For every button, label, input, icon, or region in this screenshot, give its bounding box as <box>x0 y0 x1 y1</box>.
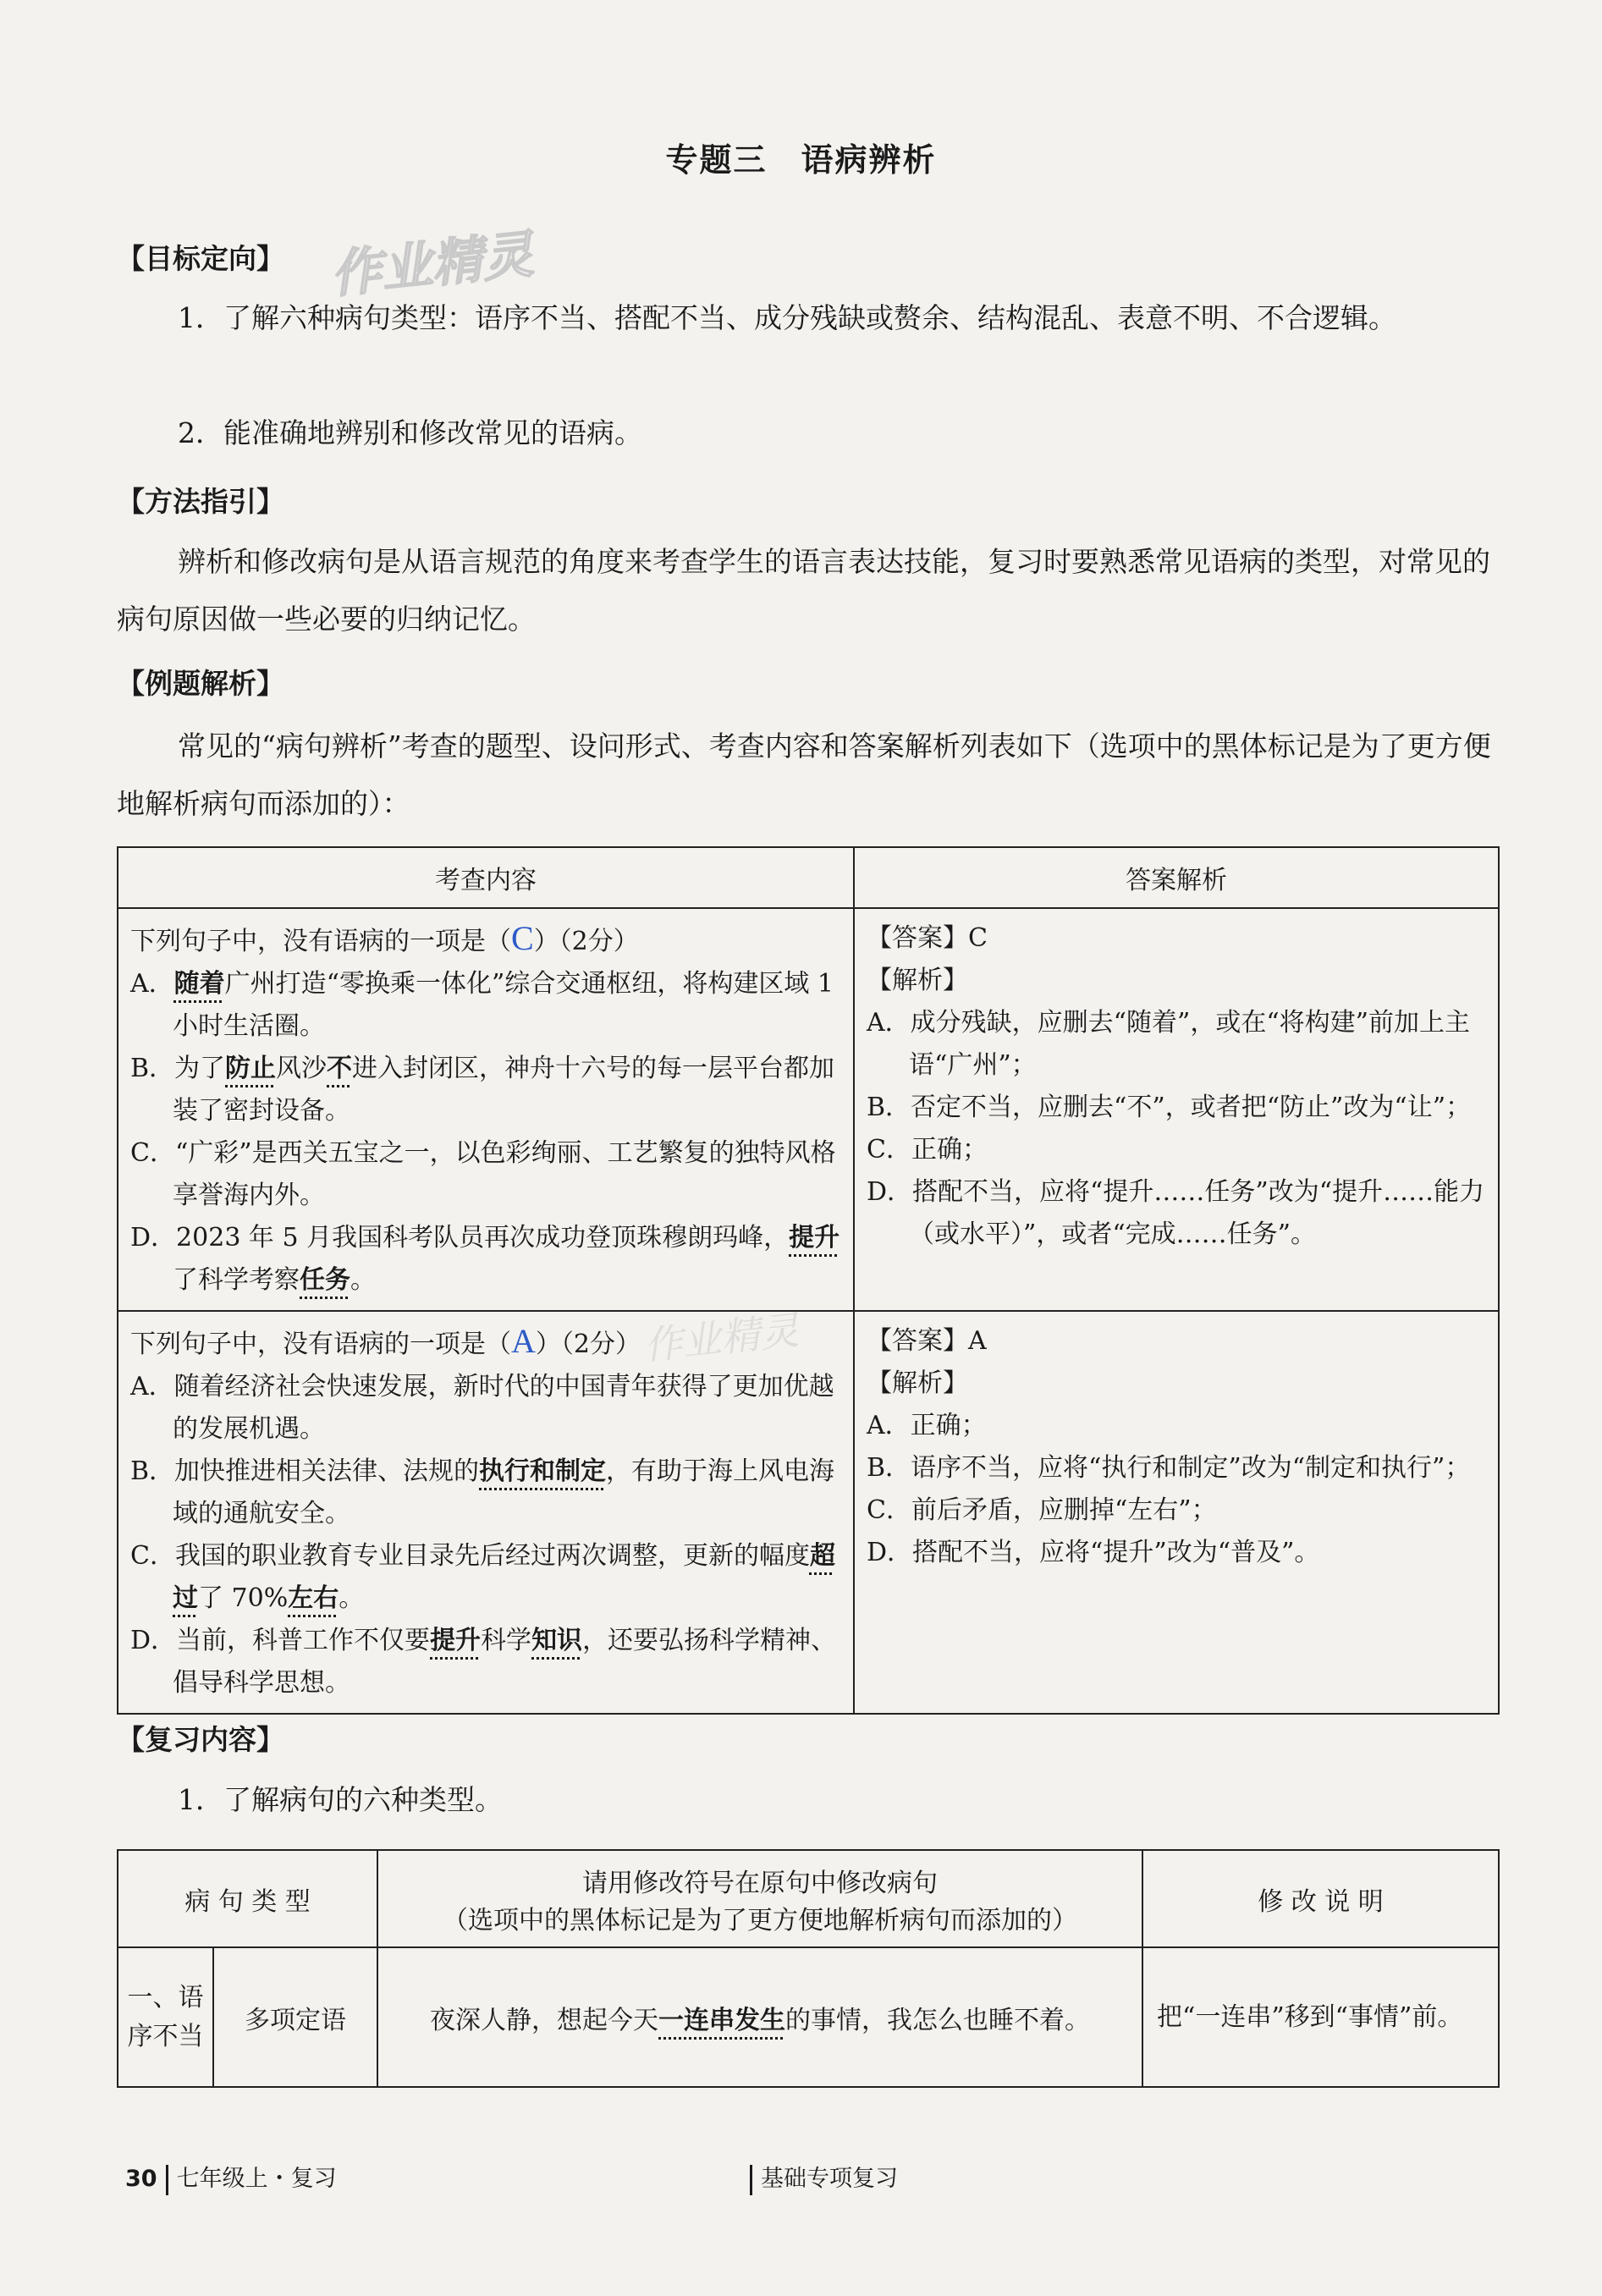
col-header-content: 考查内容 <box>118 847 854 908</box>
question-2 <box>118 1311 854 1714</box>
analysis-2 <box>854 1311 1499 1714</box>
analysis-b: B．语序不当，应将“执行和制定”改为“制定和执行”； <box>867 1453 1471 1483</box>
question-stem: 下列句子中，没有语病的一项是（A）（2分） <box>130 1322 641 1360</box>
question-1 <box>118 908 854 1311</box>
page-title: 专题三 语病辨析 <box>665 141 937 179</box>
example-text: 常见的“病句辨析”考查的题型、设问形式、考查内容和答案解析列表如下（选项中的黑体标记是为了更方便地解析病句而添加的）： <box>117 730 1491 820</box>
answer-label: 【答案】A <box>867 1326 987 1356</box>
analysis-c: C．正确； <box>867 1135 988 1165</box>
footer-left <box>125 2160 337 2195</box>
sentence-cell: 夜深人静，想起今天一连串发生的事情，我怎么也睡不着。 <box>377 1947 1142 2087</box>
method-text: 辨析和修改病句是从语言规范的角度来考查学生的语言表达技能，复习时要熟悉常见语病的类型，对常见的病句原因做一些必要的归纳记忆。 <box>117 545 1490 636</box>
option-d: D．2023 年 5 月我国科考队员再次成功登顶珠穆朗玛峰，提升了科学考察任务。 <box>130 1223 840 1295</box>
review-item-1: 1．了解病句的六种类型。 <box>178 1783 503 1816</box>
footer-right <box>741 2160 898 2195</box>
note-cell: 把“一连串”移到“事情”前。 <box>1142 1947 1499 2087</box>
review-table <box>117 1849 1500 2088</box>
analysis-1 <box>854 908 1499 1311</box>
table-header-row <box>118 1850 1499 1947</box>
review-heading: 【复习内容】 <box>117 1723 284 1756</box>
table-row <box>118 908 1499 1311</box>
handwritten-answer: A <box>511 1322 536 1360</box>
col-header-analysis: 答案解析 <box>854 847 1499 908</box>
watermark: 作业精灵 <box>328 224 537 306</box>
table-row <box>118 1947 1499 2087</box>
goal-item-2: 2．能准确地辨别和修改常见的语病。 <box>178 416 642 449</box>
col-header-edit: 请用修改符号在原句中修改病句 （选项中的黑体标记是为了更方便地解析病句而添加的） <box>377 1850 1142 1947</box>
option-b: B．为了防止风沙不进入封闭区，神舟十六号的每一层平台都加装了密封设备。 <box>130 1054 835 1126</box>
analysis-d: D．搭配不当，应将“提升……任务”改为“提升……能力（或水平）”，或者“完成……任务”。 <box>867 1177 1485 1249</box>
method-heading: 【方法指引】 <box>117 485 284 518</box>
footer-right-text: 基础专项复习 <box>761 2166 898 2192</box>
answer-label: 【答案】C <box>867 923 988 953</box>
analysis-label: 【解析】 <box>867 1368 968 1398</box>
analysis-a: A．正确； <box>867 1411 987 1440</box>
option-a: A．随着经济社会快速发展，新时代的中国青年获得了更加优越的发展机遇。 <box>130 1372 834 1444</box>
goal-item-1: 1．了解六种病句类型：语序不当、搭配不当、成分残缺或赘余、结构混乱、表意不明、不合逻辑。 <box>178 301 1396 334</box>
example-heading: 【例题解析】 <box>117 667 284 700</box>
analysis-label: 【解析】 <box>867 966 968 995</box>
analysis-b: B．否定不当，应删去“不”，或者把“防止”改为“让”； <box>867 1093 1472 1122</box>
subtype-cell: 多项定语 <box>213 1947 377 2087</box>
goal-heading: 【目标定向】 <box>117 242 284 275</box>
footer-left-text: 七年级上・复习 <box>176 2166 337 2192</box>
analysis-d: D．搭配不当，应将“提升”改为“普及”。 <box>867 1538 1320 1567</box>
option-c: C．我国的职业教育专业目录先后经过两次调整，更新的幅度超过了 70%左右。 <box>130 1541 835 1613</box>
col-header-note: 修 改 说 明 <box>1142 1850 1499 1947</box>
question-stem: 下列句子中，没有语病的一项是（C）（2分） <box>130 919 639 957</box>
watermark-faint: 作业精灵 <box>641 1307 801 1369</box>
category-cell: 一、语序不当 <box>118 1947 213 2087</box>
page-number: 30 <box>125 2166 157 2192</box>
analysis-a: A．成分残缺，应删去“随着”，或在“将构建”前加上主语“广州”； <box>867 1008 1471 1080</box>
option-c: C．“广彩”是西关五宝之一，以色彩绚丽、工艺繁复的独特风格享誉海内外。 <box>130 1138 836 1210</box>
col-header-type: 病 句 类 型 <box>118 1850 377 1947</box>
option-b: B．加快推进相关法律、法规的执行和制定，有助于海上风电海域的通航安全。 <box>130 1456 835 1528</box>
option-a: A．随着广州打造“零换乘一体化”综合交通枢纽，将构建区域 1 小时生活圈。 <box>130 969 834 1041</box>
example-table <box>117 846 1500 1715</box>
handwritten-answer: C <box>511 919 534 957</box>
table-row <box>118 1311 1499 1714</box>
option-d: D．当前，科普工作不仅要提升科学知识，还要弘扬科学精神、倡导科学思想。 <box>130 1626 837 1698</box>
analysis-c: C．前后矛盾，应删掉“左右”； <box>867 1495 1217 1525</box>
